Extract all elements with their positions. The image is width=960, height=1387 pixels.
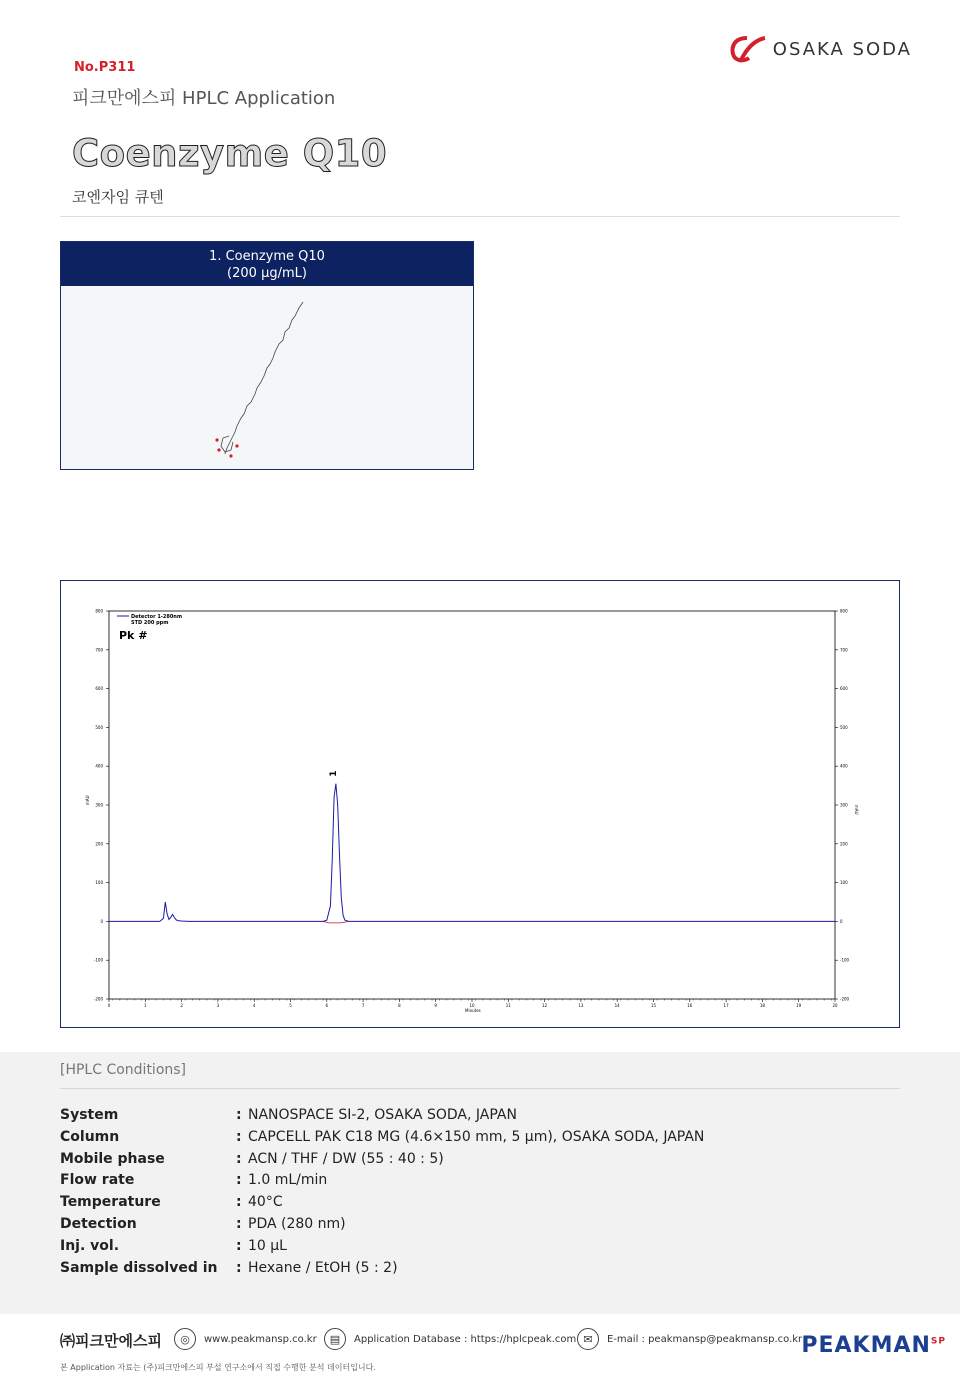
title-divider (60, 216, 900, 217)
condition-label: Column (60, 1129, 120, 1145)
footer-note: 본 Application 자료는 (주)피크만에스피 부설 연구소에서 직접 수행한 분석 데이터입니다. (60, 1363, 376, 1372)
database-text: Application Database : https://hplcpeak.com (354, 1333, 577, 1345)
plot-frame (109, 611, 835, 999)
structure-panel (60, 241, 474, 470)
osaka-soda-logo-text: OSAKA SODA (772, 38, 912, 60)
document-icon: ▤ (324, 1328, 346, 1350)
pk-annotation: Pk # (119, 629, 148, 642)
condition-label: Inj. vol. (60, 1238, 120, 1254)
x-tick-label: 3 (216, 1003, 220, 1008)
condition-label: System (60, 1107, 119, 1123)
y-tick-label-right: 100 (840, 880, 848, 886)
website-text: www.peakmansp.co.kr (204, 1333, 317, 1345)
y-tick-label-right: -200 (840, 996, 850, 1002)
condition-label: Sample dissolved in (60, 1260, 218, 1276)
y-axis-label-right: mAU (854, 805, 859, 815)
compound-name: 1. Coenzyme Q10 (209, 249, 325, 264)
conditions-title: [HPLC Conditions] (60, 1062, 187, 1078)
chemical-structure-image (61, 286, 473, 469)
x-tick-label: 19 (796, 1003, 802, 1008)
condition-value: 10 μL (248, 1238, 287, 1254)
document-subtitle: 피크만에스피 HPLC Application (72, 88, 336, 109)
x-tick-label: 1 (144, 1003, 147, 1008)
x-tick-label: 14 (614, 1003, 620, 1008)
y-tick-label: 300 (95, 802, 103, 808)
peak-label: 1 (328, 770, 339, 777)
peakman-logo-sup: SP (930, 1336, 946, 1347)
condition-row: Mobile phase : ACN / THF / DW (55 : 40 : 5) (60, 1151, 444, 1173)
peakman-logo-text: PEAKMAN (801, 1333, 931, 1358)
x-tick-label: 17 (723, 1003, 729, 1008)
condition-label: Detection (60, 1216, 137, 1232)
y-tick-label: 700 (95, 647, 103, 653)
x-tick-label: 20 (832, 1003, 838, 1008)
condition-value: 40°C (248, 1194, 283, 1210)
y-tick-label-right: 200 (840, 841, 848, 847)
y-tick-label: 200 (95, 841, 103, 847)
condition-row: Sample dissolved in : Hexane / EtOH (5 : 2) (60, 1260, 398, 1282)
x-tick-label: 13 (578, 1003, 584, 1008)
x-tick-label: 12 (542, 1003, 548, 1008)
x-axis-label: Minutes (465, 1008, 481, 1013)
x-tick-label: 4 (252, 1003, 256, 1008)
x-tick-label: 18 (759, 1003, 765, 1008)
condition-row: Inj. vol. : 10 μL (60, 1238, 287, 1260)
x-tick-label: 8 (398, 1003, 401, 1008)
y-tick-label-right: 400 (840, 763, 848, 769)
y-axis-label-left: mAU (85, 795, 90, 805)
x-tick-label: 7 (361, 1003, 365, 1008)
y-tick-label: 400 (95, 763, 103, 769)
condition-row: Detection : PDA (280 nm) (60, 1216, 346, 1238)
condition-label: Temperature (60, 1194, 161, 1210)
y-tick-label: -200 (93, 996, 103, 1002)
y-tick-label: -100 (93, 957, 103, 963)
x-tick-label: 16 (687, 1003, 693, 1008)
condition-label: Mobile phase (60, 1151, 165, 1167)
compound-concentration: (200 μg/mL) (227, 266, 307, 281)
condition-row: Temperature : 40°C (60, 1194, 283, 1216)
x-tick-label: 6 (325, 1003, 329, 1008)
condition-value: NANOSPACE SI-2, OSAKA SODA, JAPAN (248, 1107, 517, 1123)
condition-label: Flow rate (60, 1172, 135, 1188)
company-name: ㈜피크만에스피 (60, 1332, 162, 1350)
legend-detector: Detector 1-280nm (131, 614, 183, 620)
y-tick-label: 800 (95, 608, 103, 614)
x-tick-label: 2 (180, 1003, 183, 1008)
condition-value: 1.0 mL/min (248, 1172, 328, 1188)
x-tick-label: 0 (107, 1003, 111, 1008)
y-tick-label: 500 (95, 724, 103, 730)
conditions-divider (60, 1088, 900, 1089)
condition-row: Column : CAPCELL PAK C18 MG (4.6×150 mm, 5 μm), OSAKA SODA, JAPAN (60, 1129, 704, 1151)
chromatogram-trace (109, 784, 835, 922)
x-tick-label: 5 (289, 1003, 292, 1008)
osaka-soda-logo (727, 34, 912, 64)
peakman-logo (801, 1333, 946, 1358)
mail-icon: ✉ (577, 1328, 599, 1350)
email-link[interactable] (577, 1328, 802, 1350)
y-tick-label-right: 0 (840, 918, 843, 924)
y-tick-label-right: 300 (840, 802, 848, 808)
condition-row: System : NANOSPACE SI-2, OSAKA SODA, JAPAN (60, 1107, 517, 1129)
website-link[interactable] (174, 1328, 317, 1350)
condition-value: Hexane / EtOH (5 : 2) (248, 1260, 398, 1276)
osaka-soda-mark-icon (727, 34, 767, 64)
y-tick-label-right: 700 (840, 647, 848, 653)
condition-value: PDA (280 nm) (248, 1216, 346, 1232)
x-tick-label: 9 (434, 1003, 437, 1008)
condition-row: Flow rate : 1.0 mL/min (60, 1172, 327, 1194)
reference-trace (323, 921, 348, 923)
document-number: No.P311 (74, 60, 136, 75)
structure-header (61, 242, 473, 286)
page-title: Coenzyme Q10 (72, 132, 388, 175)
legend-series: STD 200 ppm (131, 620, 169, 626)
globe-icon: ◎ (174, 1328, 196, 1350)
y-tick-label-right: -100 (840, 957, 850, 963)
x-tick-label: 15 (650, 1003, 657, 1008)
condition-value: CAPCELL PAK C18 MG (4.6×150 mm, 5 μm), OSAKA SODA, JAPAN (248, 1129, 705, 1145)
x-tick-label: 11 (505, 1003, 511, 1008)
y-tick-label-right: 600 (840, 686, 848, 692)
x-tick-label: 10 (469, 1003, 475, 1008)
chromatogram-chart (61, 581, 899, 1027)
condition-value: ACN / THF / DW (55 : 40 : 5) (248, 1151, 444, 1167)
y-tick-label: 100 (95, 880, 103, 886)
chromatogram-panel (60, 580, 900, 1028)
email-text: E-mail : peakmansp@peakmansp.co.kr (607, 1333, 803, 1345)
y-tick-label: 0 (100, 918, 103, 924)
database-link[interactable] (324, 1328, 576, 1350)
y-tick-label-right: 500 (840, 724, 848, 730)
y-tick-label: 600 (95, 686, 103, 692)
y-tick-label-right: 800 (840, 608, 848, 614)
page-title-korean: 코엔자임 큐텐 (72, 188, 164, 206)
